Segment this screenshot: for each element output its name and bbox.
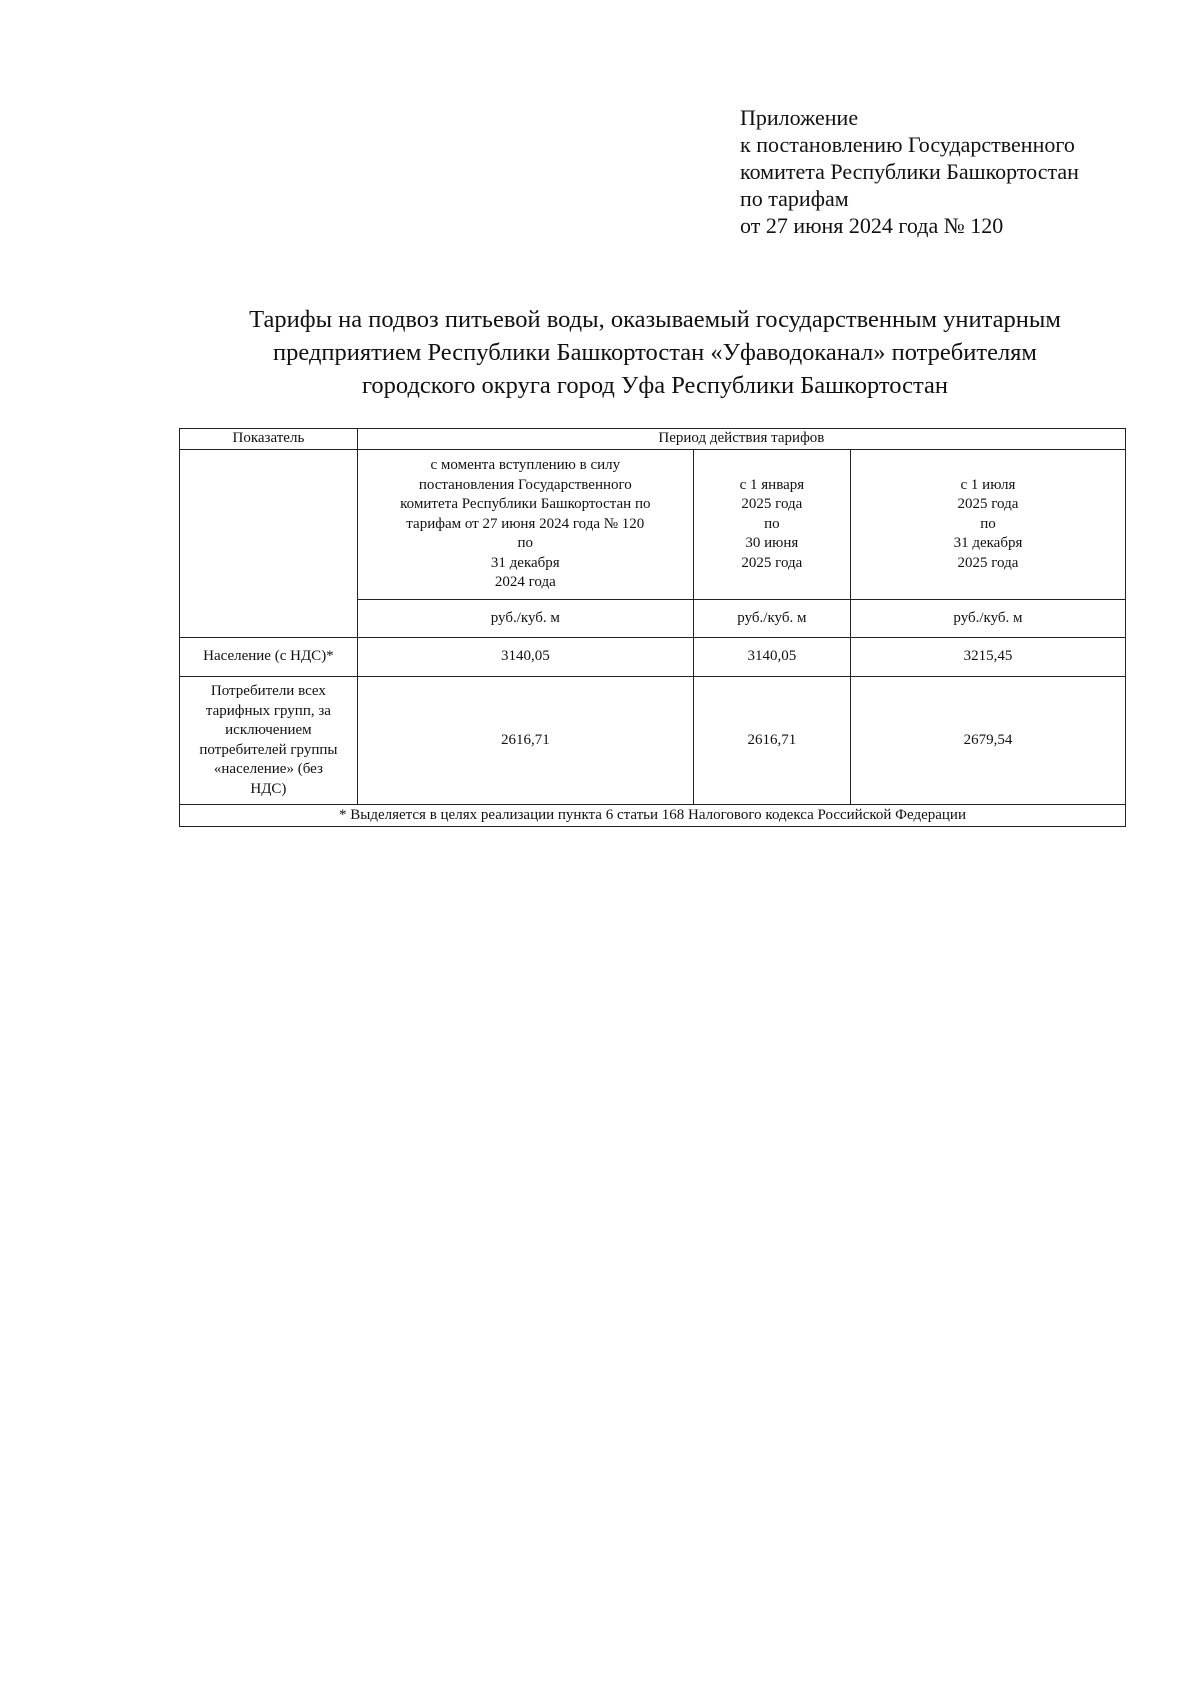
- appendix-line: Приложение: [740, 105, 859, 130]
- footnote-row: [180, 805, 1126, 827]
- period-line: 2025 года: [957, 496, 1019, 513]
- period-line: 2024 года: [494, 574, 556, 591]
- row-label-line: Потребители всех: [210, 683, 326, 699]
- row-label-line: НДС): [250, 780, 287, 797]
- period-cell-1: [357, 450, 693, 600]
- footnote: * Выделяется в целях реализации пункта 6 статьи 168 Налогового кодекса Российской Федерации: [180, 805, 1126, 827]
- value-cell: 2679,54: [850, 677, 1125, 805]
- value-cell: 3140,05: [357, 638, 693, 677]
- period-line: 2025 года: [741, 496, 803, 513]
- row-label: [180, 638, 358, 677]
- period-line: 30 июня: [745, 535, 799, 552]
- period-line: 2025 года: [741, 554, 803, 571]
- period-line: комитета Республики Башкортостан по: [400, 496, 651, 513]
- period-line: по: [517, 535, 534, 552]
- value-cell: 2616,71: [693, 677, 850, 805]
- header-indicator: Показатель: [180, 429, 358, 450]
- appendix-line: к постановлению Государственного: [740, 132, 1075, 157]
- period-row: [180, 450, 1126, 600]
- table-row-population: [180, 638, 1126, 677]
- period-line: по: [764, 515, 780, 532]
- period-line: с 1 июля: [960, 476, 1016, 493]
- period-line: по: [980, 515, 996, 532]
- period-cell-2: [693, 450, 850, 600]
- period-line: постановления Государственного: [418, 476, 632, 493]
- period-line: с 1 января: [739, 476, 805, 493]
- value-cell: 3215,45: [850, 638, 1125, 677]
- header-period: Период действия тарифов: [357, 429, 1125, 450]
- appendix-line: комитета Республики Башкортостан: [740, 159, 1079, 184]
- period-line: 31 декабря: [953, 535, 1023, 552]
- row-label-line: тарифных групп, за: [205, 702, 331, 719]
- unit-cell: руб./куб. м: [850, 600, 1125, 638]
- empty-cell: [180, 450, 358, 638]
- title-line: городского округа город Уфа Республики Башкортостан: [361, 372, 948, 399]
- table-row-other-consumers: [180, 677, 1126, 805]
- unit-cell: руб./куб. м: [693, 600, 850, 638]
- row-label: [180, 677, 358, 805]
- appendix-line: от 27 июня 2024 года № 120: [740, 213, 1004, 238]
- period-line: 2025 года: [957, 554, 1019, 571]
- value-cell: 2616,71: [357, 677, 693, 805]
- appendix-line: по тарифам: [740, 186, 849, 211]
- appendix-block: [740, 104, 1079, 239]
- document-title: [160, 303, 1150, 402]
- table-header-row: [180, 429, 1126, 450]
- tariff-table: [179, 428, 1126, 827]
- period-line: тарифам от 27 июня 2024 года № 120: [406, 515, 645, 532]
- row-label-line: исключением: [225, 722, 312, 738]
- row-label-line: потребителей группы: [199, 741, 338, 758]
- title-line: Тарифы на подвоз питьевой воды, оказываемый государственным унитарным: [249, 306, 1061, 333]
- row-label-line: Население (с НДС)*: [203, 648, 334, 665]
- unit-cell: руб./куб. м: [357, 600, 693, 638]
- value-cell: 3140,05: [693, 638, 850, 677]
- period-cell-3: [850, 450, 1125, 600]
- row-label-line: «население» (без: [213, 761, 323, 777]
- period-line: 31 декабря: [490, 554, 560, 571]
- period-line: с момента вступлению в силу: [430, 457, 621, 474]
- title-line: предприятием Республики Башкортостан «Уфаводоканал» потребителям: [273, 339, 1037, 366]
